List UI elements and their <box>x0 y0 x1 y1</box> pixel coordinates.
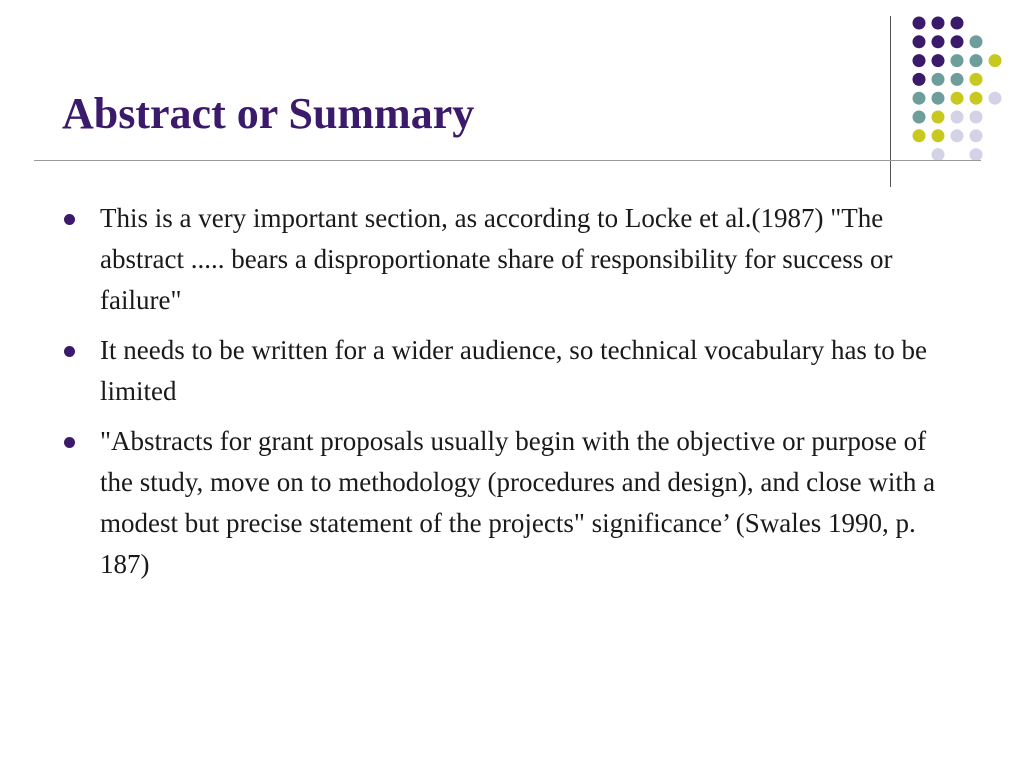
decorative-dot <box>913 35 926 48</box>
decorative-dot <box>951 54 964 67</box>
bullet-text: It needs to be written for a wider audience, so technical vocabulary has to be limited <box>100 335 927 406</box>
decorative-dot <box>951 73 964 86</box>
decorative-dot <box>932 111 945 124</box>
bullet-icon <box>64 346 75 357</box>
decorative-dot <box>951 35 964 48</box>
decorative-dot <box>970 35 983 48</box>
decorative-dot <box>970 111 983 124</box>
bullet-item <box>62 198 962 321</box>
decorative-dot <box>932 129 945 142</box>
decorative-dot <box>970 129 983 142</box>
title-underline <box>34 160 981 161</box>
decorative-dot <box>913 111 926 124</box>
decorative-dot <box>951 92 964 105</box>
decorative-dot <box>932 92 945 105</box>
decorative-dot <box>951 129 964 142</box>
decorative-dot <box>932 73 945 86</box>
decorative-dot <box>970 73 983 86</box>
bullet-text: This is a very important section, as according to Locke et al.(1987) "The abstract ..... bears a disproportionate share of responsibility for success or failure" <box>100 203 893 315</box>
decorative-dot <box>970 54 983 67</box>
bullet-item <box>62 421 962 585</box>
decorative-dot <box>951 17 964 30</box>
decorative-dot <box>989 92 1002 105</box>
decorative-dot <box>913 17 926 30</box>
decorative-dot <box>913 54 926 67</box>
decorative-dot <box>951 111 964 124</box>
bullet-text: "Abstracts for grant proposals usually begin with the objective or purpose of the study, move on to methodology (procedures and design), and close with a modest but precise statement of the projects" significance’ (Swales 1990, p. 187) <box>100 426 936 579</box>
decorative-dot <box>913 73 926 86</box>
decorative-dot <box>932 17 945 30</box>
vertical-divider <box>890 16 891 187</box>
decorative-dot <box>970 92 983 105</box>
slide-title: Abstract or Summary <box>62 89 475 138</box>
bullet-icon <box>64 214 75 225</box>
decorative-dot <box>913 129 926 142</box>
decorative-dot <box>913 92 926 105</box>
decorative-dot <box>932 54 945 67</box>
bullet-icon <box>64 437 75 448</box>
bullet-item <box>62 330 962 412</box>
decorative-dot <box>932 35 945 48</box>
bullet-list <box>62 198 962 594</box>
decorative-dot <box>989 54 1002 67</box>
